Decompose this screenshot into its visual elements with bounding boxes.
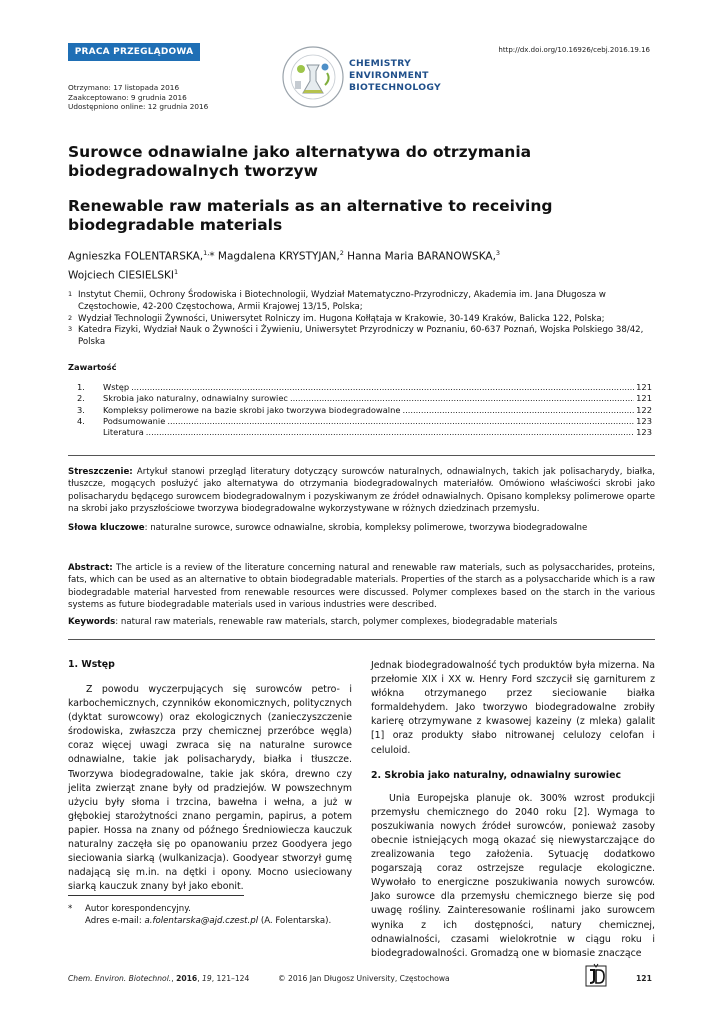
- paragraph-intro-continued: Jednak biodegradowalność tych produktów była mizerna. Na przełomie XIX i XX w. Henry Ford szczycił się garniturem z włókna otrzymanego przez sieciowanie białka formaldehydem. Jako tworzywo biodegradowalne zrobiły karierę otrzymywane z kwasowej kazeiny (z mleka) galalit [1] oraz produkty słabo nitrowanej celulozy celofan i celuloid.: [371, 660, 655, 756]
- title-polish: [68, 143, 668, 181]
- toc-item[interactable]: [77, 416, 652, 427]
- title-english-line2: biodegradable materials: [68, 216, 283, 234]
- journal-brand: [349, 58, 441, 94]
- toc-leader: [402, 405, 634, 416]
- toc-item[interactable]: [77, 405, 652, 416]
- toc-page: 122: [636, 404, 652, 415]
- toc-label: Literatura: [103, 427, 144, 438]
- toc-leader: [131, 382, 634, 393]
- author-4: Wojciech CIESIELSKI: [68, 269, 174, 281]
- body-column-right: [371, 659, 655, 961]
- toc-number: 3.: [77, 404, 85, 415]
- brand-line-chemistry: CHEMISTRY: [349, 58, 412, 69]
- toc-item[interactable]: [77, 427, 652, 438]
- affiliation-number: 3: [68, 325, 73, 334]
- toc-page: 123: [636, 427, 652, 438]
- email-link[interactable]: a.folentarska@ajd.czest.pl: [144, 915, 259, 926]
- footnote-divider: [68, 895, 244, 896]
- abstract-en-text: The article is a review of the literature concerning natural and renewable raw materials, such as polysaccharides, proteins, fats, which can be used as an alternative to obtain biodegradable materials. Properties of the starch as a polysaccharide which is a raw biodegradable material harvested from renewable resources were discussed. Polymer complexes based on the starch in the various systems as future biodegradable materials used in various industries were described.: [68, 563, 655, 610]
- corresponding-author: Autor korespondencyjny.: [85, 904, 191, 914]
- toc-leader: [290, 393, 634, 404]
- title-polish-line1: Surowce odnawialne jako alternatywa do otrzymania: [68, 143, 532, 161]
- footer-volume: 19: [202, 974, 212, 983]
- affiliation-3: [68, 325, 658, 349]
- journal-logo-icon: [281, 45, 345, 109]
- toc-label: Wstęp: [103, 382, 130, 392]
- author-3: Hanna Maria BARANOWSKA,: [343, 250, 496, 263]
- title-english-line1: Renewable raw materials as an alternative to receiving: [68, 197, 553, 215]
- footnote: [68, 904, 358, 928]
- author-1: Agnieszka FOLENTARSKA,: [68, 250, 204, 263]
- affiliation-2: [68, 314, 658, 326]
- abstract-polish: [68, 466, 655, 540]
- section-heading-starch: 2. Skrobia jako naturalny, odnawialny surowiec: [371, 769, 622, 781]
- accepted-date: Zaakceptowano: 9 grudnia 2016: [68, 92, 187, 102]
- affiliation-number: 2: [68, 313, 73, 322]
- toc-page: 121: [636, 382, 652, 392]
- abstract-pl-text: Artykuł stanowi przegląd literatury dotyczący surowców naturalnych, odnawialnych, takich jak polisacharydy, białka, tłuszcze, mogących posłużyć jako alternatywa do otrzymania biodegradowalnych materiałów. Omówiono właściwości skrobi jako polisacharydu będącego surowcem biodegradowalnym i pozyskiwanym ze źródeł odnawialnych. Opisano kompleksy polimerowe oparte na skrobi jako przyszłościowe tworzywa biodegradowalne wykorzystywane w różnych dziedzinach przemysłu.: [68, 467, 655, 514]
- toc-label: Podsumowanie: [103, 415, 166, 426]
- footer-journal: Chem. Environ. Biotechnol.: [68, 974, 172, 983]
- affiliation-text: Instytut Chemii, Ochrony Środowiska i Biotechnologii, Wydział Matematyczno-Przyrodniczy, Akademia im. Jana Długosza w Częstochowie, 42-200 Częstochowa, Armii Krajowej 13/15, Polska;: [78, 290, 606, 312]
- toc-label: Skrobia jako naturalny, odnawialny surowiec: [103, 393, 288, 404]
- keywords-pl-text: : naturalne surowce, surowce odnawialne, skrobia, kompleksy polimerowe, tworzywa biodegradowalne: [144, 522, 588, 533]
- abstract-english: [68, 562, 655, 633]
- email-prefix: Adres e-mail:: [85, 915, 145, 926]
- affiliation-number: 1: [68, 290, 73, 298]
- toc-number: 4.: [77, 415, 85, 426]
- toc-number: 2.: [77, 393, 85, 404]
- table-of-contents: [77, 382, 652, 438]
- title-english: [68, 197, 668, 235]
- toc-item[interactable]: [77, 393, 652, 404]
- brand-line-environment: ENVIRONMENT: [349, 70, 429, 81]
- doi-link[interactable]: http://dx.doi.org/10.16926/cebj.2016.19.16: [498, 46, 650, 54]
- toc-page: 123: [636, 415, 652, 426]
- divider-bottom: [68, 639, 655, 640]
- toc-leader: [146, 427, 634, 438]
- keywords-pl-label: Słowa kluczowe: [68, 522, 145, 533]
- received-date: Otrzymano: 17 listopada 2016: [68, 83, 180, 92]
- online-date: Udostępniono online: 12 grudnia 2016: [68, 102, 209, 111]
- keywords-en-text: : natural raw materials, renewable raw materials, starch, polymer complexes, biodegradable materials: [115, 617, 558, 628]
- footer-copyright: © 2016 Jan Długosz University, Częstochowa: [278, 974, 450, 983]
- abstract-pl-label: Streszczenie:: [68, 467, 133, 477]
- brand-line-biotechnology: BIOTECHNOLOGY: [349, 82, 441, 93]
- toc-number: 1.: [77, 382, 85, 392]
- affiliation-1: [68, 290, 658, 314]
- keywords-en-label: Keywords: [68, 617, 116, 628]
- footer-pages: , 121–124: [211, 974, 250, 983]
- toc-item[interactable]: [77, 382, 652, 393]
- toc-label: Kompleksy polimerowe na bazie skrobi jako tworzywa biodegradowalne: [103, 404, 401, 415]
- author-2: * Magdalena KRYSTYJAN,: [209, 250, 340, 263]
- author-4-affil: 1: [173, 267, 179, 276]
- article-dates: [68, 83, 208, 112]
- section-heading-intro: 1. Wstęp: [68, 659, 115, 670]
- author-list: [68, 246, 668, 283]
- jd-logo-icon: [584, 962, 608, 990]
- toc-page: 121: [636, 393, 652, 404]
- footer-year: 2016: [176, 974, 198, 983]
- affiliation-text: Katedra Fizyki, Wydział Nauk o Żywności i Żywieniu, Uniwersytet Przyrodniczy w Poznaniu, 60-637 Poznań, Wojska Polskiego 38/42, Polska: [78, 325, 644, 348]
- article-type-badge: PRACA PRZEGLĄDOWA: [68, 43, 200, 61]
- title-polish-line2: biodegradowalnych tworzyw: [68, 162, 318, 180]
- author-3-affil: 3: [495, 249, 501, 257]
- footnote-marker: *: [68, 904, 73, 914]
- abstract-en-label: Abstract:: [68, 563, 113, 573]
- toc-heading: Zawartość: [68, 362, 117, 372]
- author-1-affil: 1,: [203, 249, 210, 257]
- divider-top: [68, 455, 655, 456]
- toc-leader: [167, 416, 634, 427]
- footer-citation: Chem. Environ. Biotechnol., 2016, 19, 121–124: [68, 974, 250, 983]
- affiliations: [68, 290, 658, 349]
- affiliation-text: Wydział Technologii Żywności, Uniwersytet Rolniczy im. Hugona Kołłątaja w Krakowie, 30-149 Kraków, Balicka 122, Polska;: [78, 313, 605, 324]
- page-number: 121: [636, 974, 652, 983]
- body-column-left: [68, 659, 352, 894]
- email-suffix: (A. Folentarska).: [258, 915, 332, 926]
- author-2-affil: 2: [339, 249, 344, 257]
- paragraph-intro: Z powodu wyczerpujących się surowców petro- i karbochemicznych, czynników ekonomicznych, politycznych (dyktat surowcowy) oraz ekologicznych (zanieczyszczenie środowiska, zwłaszcza przy chemicznej przeróbce węgla) coraz więcej uwagi zwraca się na naturalne surowce odnawialne, takie jak polisacharydy, białka i tłuszcze. Tworzywa biodegradowalne, takie jak skóra, drewno czy jelita zwierząt znane były od pradziejów. W powszechnym użyciu były słoma i trzcina, bawełna i wełna, a już w głębokiej starożytności znano pergamin, papirus, a potem papier. Hossa na znany od późnego Średniowiecza kauczuk naturalny zaczęła się po opanowaniu przez Goodyera jego sieciowania siarką (wulkanizacja). Goodyear stworzył gumę nadającą się m.in. na dętki i opony. Mocno usieciowany siarką kauczuk znany był jako ebonit.: [68, 684, 352, 893]
- paragraph-starch: Unia Europejska planuje ok. 300% wzrost produkcji przemysłu chemicznego do 2040 roku [2]. Wymaga to poszukiwania nowych źródeł surowców, ponieważ zasoby obecnie istniejących mogą okazać się niewystarczające do zrealizowania tego założenia. Sytuację dodatkowo pogarszają coraz ostrzejsze regulacje ekologiczne. Wywołało to energiczne poszukiwania nowych surowców. Jako surowce dla przemysłu chemicznego bierze się pod uwagę rośliny. Zainteresowanie roślinami jako surowcem wynika z ich dostępności, natury chemicznej, odnawialności, czasami wielokrotnie w ciągu roku i biodegradowalności. Gromadzą one w biomasie znaczące: [371, 792, 655, 959]
